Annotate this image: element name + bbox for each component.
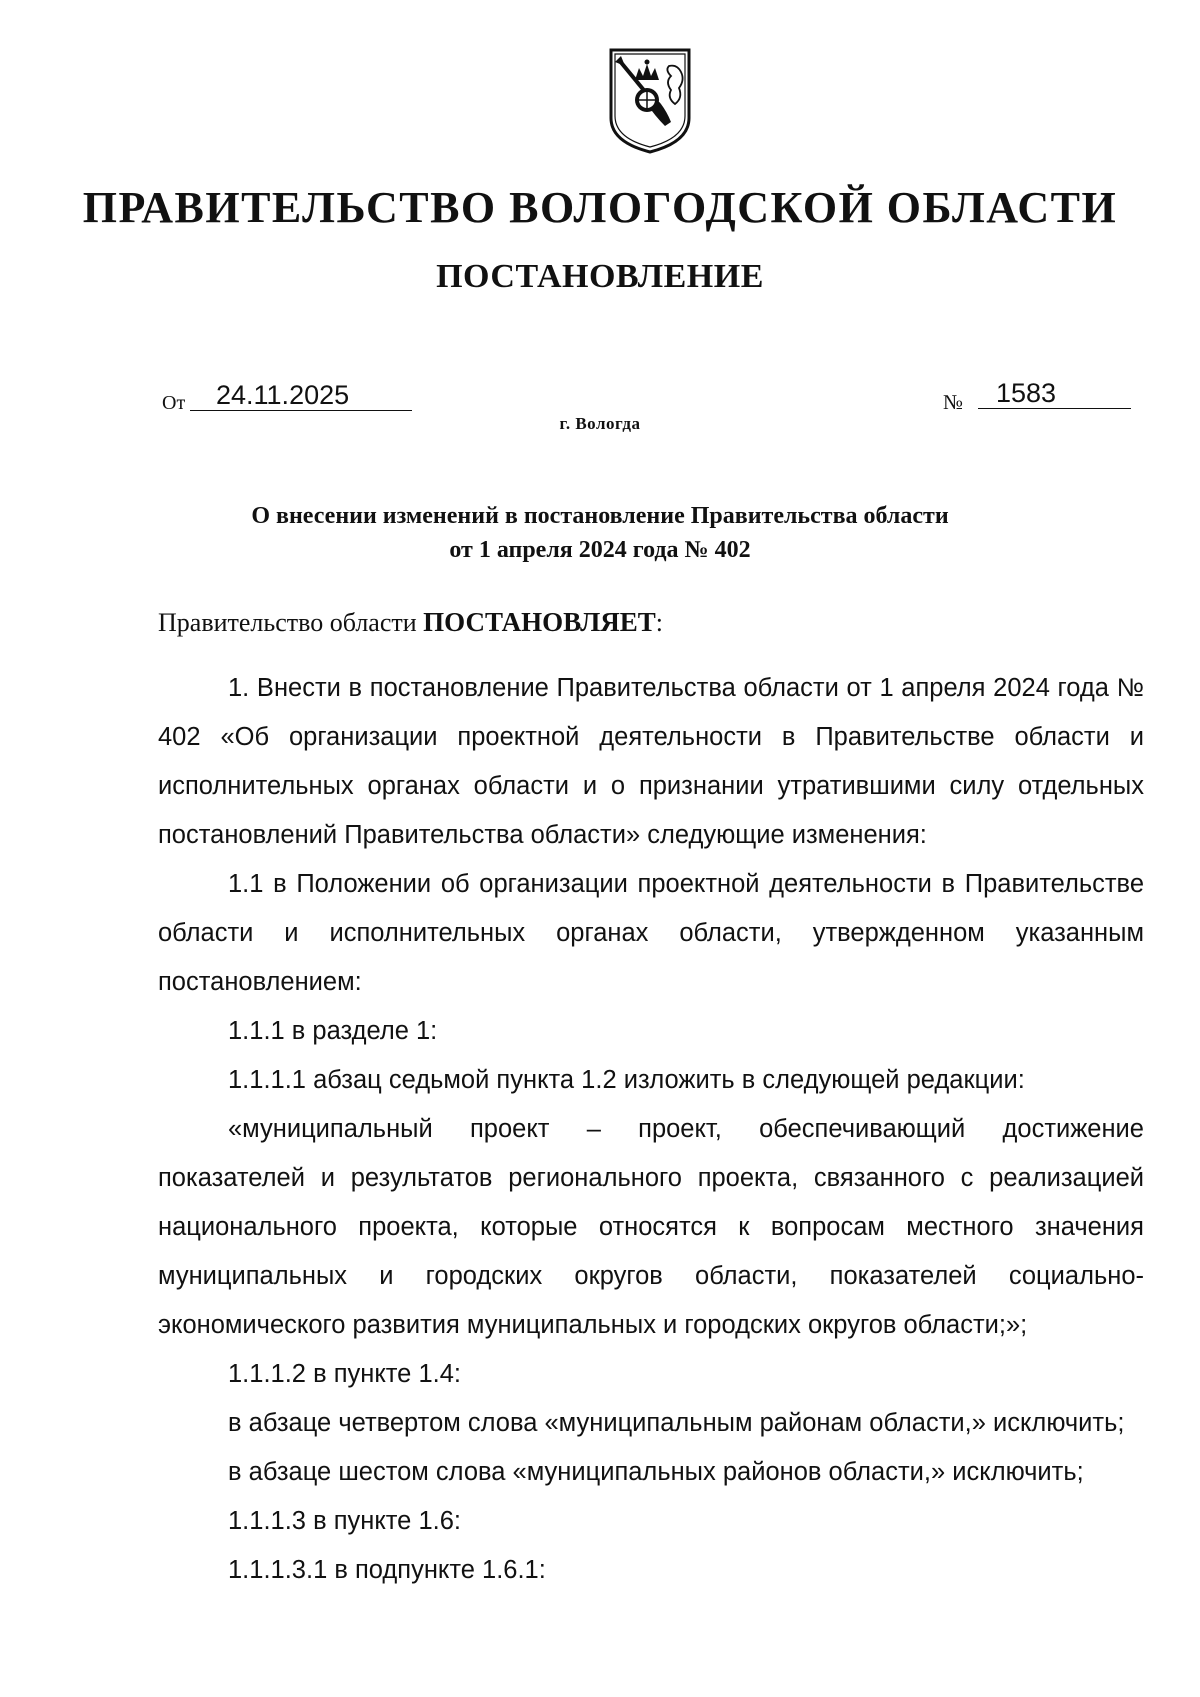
document-number: 1583	[978, 378, 1131, 409]
document-subject	[0, 499, 1200, 567]
document-date: 24.11.2025	[190, 380, 412, 411]
city-label: г. Вологда	[559, 414, 641, 433]
document-body	[158, 664, 1144, 1595]
intro-colon: :	[655, 608, 664, 637]
paragraph-1-1-1-3-1: 1.1.1.3.1 в подпункте 1.6.1:	[228, 1556, 546, 1584]
paragraph-1-1-1-2: 1.1.1.2 в пункте 1.4:	[228, 1360, 461, 1388]
subject-line-2: от 1 апреля 2024 года № 402	[449, 537, 751, 563]
paragraph-1: 1. Внести в постановление Правительства области от 1 апреля 2024 года № 402 «Об организации проектной деятельности в Правительстве области и исполнительных органах области и о признании утратившими силу отдельных постановлений Правительства области» следующие изменения:	[158, 674, 1144, 849]
coat-of-arms-icon	[605, 46, 695, 156]
government-title: ПРАВИТЕЛЬСТВО ВОЛОГОДСКОЙ ОБЛАСТИ	[82, 183, 1118, 232]
date-label: От	[162, 392, 186, 414]
paragraph-1-1-1: 1.1.1 в разделе 1:	[228, 1017, 438, 1045]
document-type: ПОСТАНОВЛЕНИЕ	[436, 258, 764, 295]
paragraph-1-1: 1.1 в Положении об организации проектной деятельности в Правительстве области и исполнительных органах области, утвержденном указанным постановлением:	[158, 870, 1144, 996]
amendment-line-2: в абзаце шестом слова «муниципальных районов области,» исключить;	[228, 1458, 1084, 1486]
subject-line-1: О внесении изменений в постановление Правительства области	[251, 503, 949, 529]
quoted-definition: «муниципальный проект – проект, обеспечивающий достижение показателей и результатов регионального проекта, связанного с реализацией национального проекта, которые относятся к вопросам местного значения муниципальных и городских округов области, показателей социально-экономического развития муниципальных и городских округов области;»;	[158, 1115, 1144, 1339]
number-label: №	[943, 390, 964, 414]
paragraph-1-1-1-3: 1.1.1.3 в пункте 1.6:	[228, 1507, 461, 1535]
intro-text: Правительство области	[158, 608, 424, 637]
resolution-intro	[158, 607, 663, 638]
amendment-line-1: в абзаце четвертом слова «муниципальным районам области,» исключить;	[228, 1409, 1125, 1437]
intro-keyword: ПОСТАНОВЛЯЕТ	[423, 607, 656, 637]
paragraph-1-1-1-1: 1.1.1.1 абзац седьмой пункта 1.2 изложить в следующей редакции:	[228, 1066, 1025, 1094]
